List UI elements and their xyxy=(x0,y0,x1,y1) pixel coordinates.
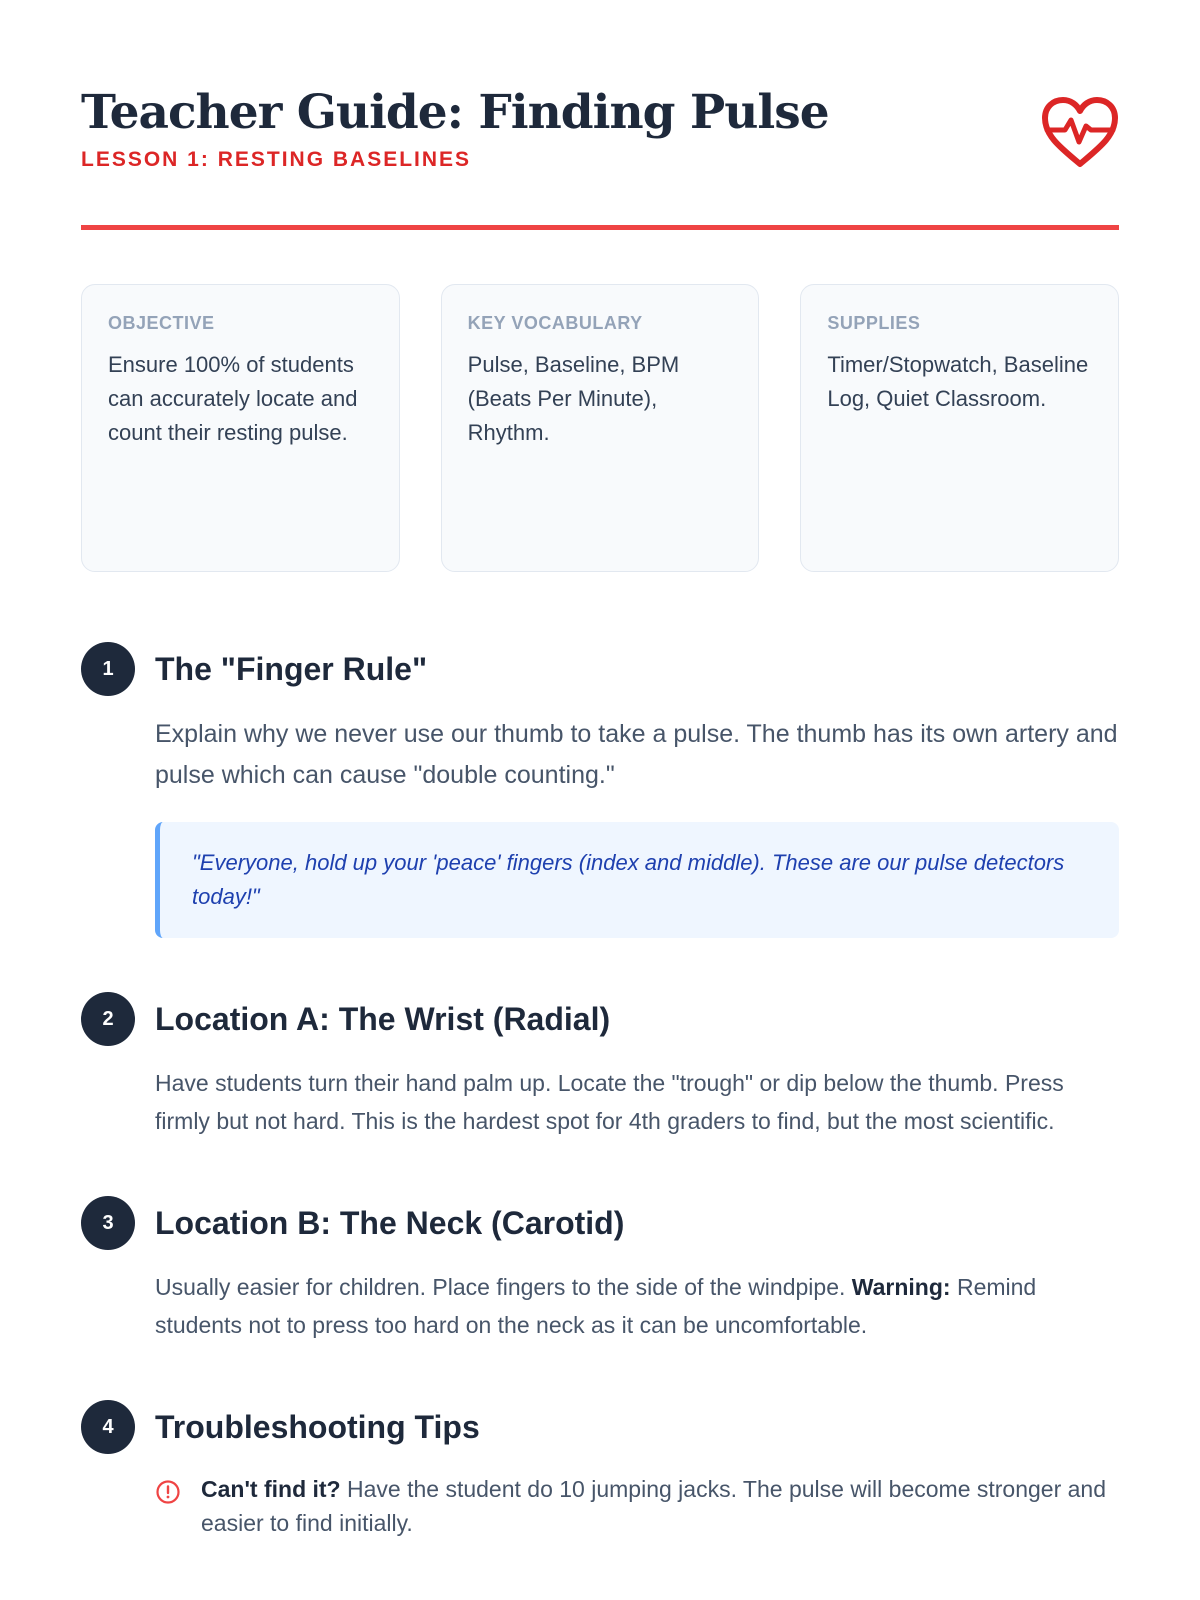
card-text: Pulse, Baseline, BPM (Beats Per Minute), Rhythm. xyxy=(467,352,680,445)
step-text-before: Usually easier for children. Place fingers to the side of the windpipe. xyxy=(155,1274,846,1300)
heart-pulse-icon xyxy=(1041,96,1119,168)
teacher-script-quote: "Everyone, hold up your 'peace' fingers (index and middle). These are our pulse detectors today!" xyxy=(155,822,1119,938)
step-title: Location B: The Neck (Carotid) xyxy=(155,1205,625,1241)
card-label: SUPPLIES xyxy=(827,313,921,333)
step-text: Explain why we never use our thumb to take a pulse. The thumb has its own artery and pulse which can cause "double counting." xyxy=(155,720,1118,789)
supplies-card xyxy=(800,284,1119,572)
page-title: Teacher Guide: Finding Pulse xyxy=(81,85,829,140)
tip-item xyxy=(155,1472,1119,1540)
card-label: OBJECTIVE xyxy=(108,313,215,333)
step-number-badge: 2 xyxy=(81,992,135,1046)
step-title: The "Finger Rule" xyxy=(155,651,428,687)
step-text-after: Remind students not to press too hard on the neck as it can be uncomfortable. xyxy=(155,1274,1037,1338)
lesson-subtitle: LESSON 1: RESTING BASELINES xyxy=(81,148,472,171)
step-text: Have students turn their hand palm up. Locate the "trough" or dip below the thumb. Press firmly but not hard. This is the hardest spot for 4th graders to find, but the most scientific. xyxy=(155,1070,1064,1134)
alert-circle-icon xyxy=(155,1479,181,1505)
step-troubleshooting xyxy=(81,1400,1119,1540)
tip-text: Have the student do 10 jumping jacks. The pulse will become stronger and easier to find initially. xyxy=(201,1476,1107,1536)
step-wrist xyxy=(81,992,1119,1140)
tip-title: Can't find it? xyxy=(201,1476,341,1502)
card-text: Ensure 100% of students can accurately locate and count their resting pulse. xyxy=(108,352,358,445)
step-title: Location A: The Wrist (Radial) xyxy=(155,1001,611,1037)
step-number-badge: 3 xyxy=(81,1196,135,1250)
vocabulary-card xyxy=(441,284,760,572)
step-title: Troubleshooting Tips xyxy=(155,1409,480,1445)
summary-cards xyxy=(81,284,1119,572)
objective-card xyxy=(81,284,400,572)
card-label: KEY VOCABULARY xyxy=(467,313,643,333)
step-number-badge: 1 xyxy=(81,642,135,696)
card-text: Timer/Stopwatch, Baseline Log, Quiet Classroom. xyxy=(827,352,1089,411)
step-finger-rule xyxy=(81,642,1119,938)
step-neck xyxy=(81,1196,1119,1344)
step-number-badge: 4 xyxy=(81,1400,135,1454)
step-text xyxy=(155,1268,1119,1344)
warning-label: Warning: xyxy=(851,1274,951,1300)
page-header xyxy=(81,0,1119,230)
